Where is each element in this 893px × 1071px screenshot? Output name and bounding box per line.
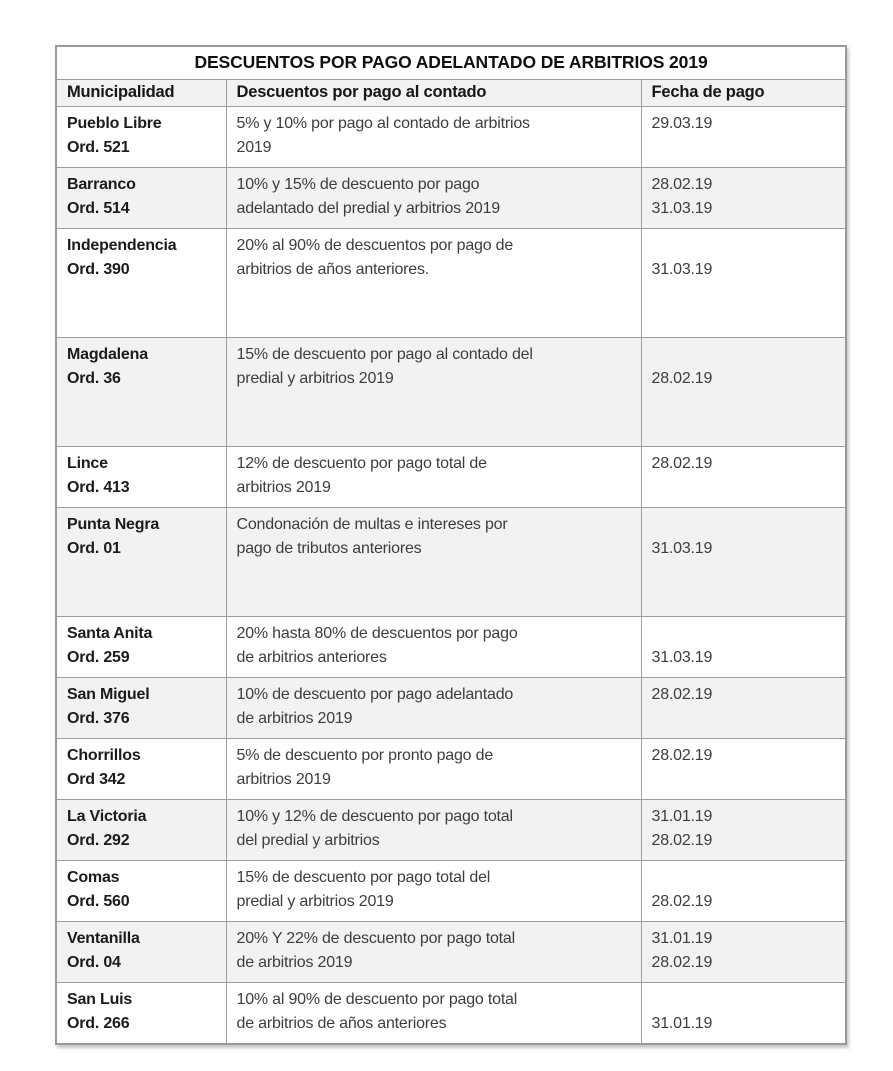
cell-fecha-line: 31.01.19 [651,1015,713,1032]
cell-descuento-line [237,306,631,330]
cell-municipalidad [56,800,226,861]
cell-fecha [641,229,846,338]
table-header-row [56,80,846,107]
cell-descuento [226,983,641,1045]
cell-municipalidad-line: Ord. 266 [67,1015,130,1032]
cell-municipalidad [56,739,226,800]
cell-descuento [226,800,641,861]
cell-municipalidad [56,447,226,508]
cell-fecha-line: 28.02.19 [651,832,713,849]
table-row [56,338,846,447]
cell-municipalidad-line: Independencia [67,237,177,254]
cell-descuento-line: predial y arbitrios 2019 [236,370,394,387]
cell-fecha-line: 28.02.19 [651,747,713,764]
cell-municipalidad-line: Ord. 259 [67,649,130,666]
cell-municipalidad-line: Magdalena [67,346,148,363]
cell-fecha [641,678,846,739]
cell-municipalidad-line: Ord. 390 [67,261,130,278]
cell-municipalidad [56,861,226,922]
cell-municipalidad [56,617,226,678]
cell-municipalidad-line: Barranco [67,176,136,193]
cell-descuento-line: 20% al 90% de descuentos por pago de [236,237,514,254]
cell-municipalidad [56,678,226,739]
cell-municipalidad-line: Ord. 376 [67,710,130,727]
table-row [56,922,846,983]
cell-fecha-line: 31.03.19 [651,261,713,278]
cell-municipalidad [56,168,226,229]
cell-municipalidad-line: La Victoria [67,808,147,825]
column-header-fecha: Fecha de pago [641,80,846,107]
cell-fecha-line [652,622,836,646]
cell-fecha-line: 31.03.19 [651,200,713,217]
table-row [56,447,846,508]
cell-descuento-line: de arbitrios 2019 [236,710,353,727]
cell-descuento [226,168,641,229]
cell-municipalidad-line: Ord. 514 [67,200,130,217]
cell-municipalidad [56,922,226,983]
cell-fecha [641,983,846,1045]
cell-descuento-line: 15% de descuento por pago total del [236,869,491,886]
cell-fecha-line: 31.03.19 [651,540,713,557]
cell-municipalidad-line: San Miguel [67,686,150,703]
cell-municipalidad-line: Ord. 01 [67,540,121,557]
cell-fecha [641,922,846,983]
cell-fecha-line: 28.02.19 [651,455,713,472]
cell-descuento-line: Condonación de multas e intereses por [236,516,508,533]
cell-municipalidad-line: Ord. 04 [67,954,121,971]
cell-descuento-line: 10% y 15% de descuento por pago [236,176,480,193]
cell-municipalidad-line: Santa Anita [67,625,153,642]
cell-fecha-line: 28.02.19 [651,954,713,971]
cell-descuento-line: de arbitrios anteriores [236,649,387,666]
cell-descuento-line: arbitrios 2019 [236,771,331,788]
cell-descuento-line: arbitrios de años anteriores. [236,261,430,278]
discounts-table [55,45,847,1045]
cell-municipalidad-line: Ord. 560 [67,893,130,910]
cell-fecha-line: 29.03.19 [651,115,713,132]
table-row [56,739,846,800]
cell-descuento-line: 10% al 90% de descuento por pago total [236,991,518,1008]
cell-descuento-line: 5% y 10% por pago al contado de arbitrios [236,115,530,132]
cell-descuento-line: 15% de descuento por pago al contado del [236,346,533,363]
cell-descuento-line: de arbitrios de años anteriores [236,1015,447,1032]
cell-descuento-line [237,391,631,415]
cell-descuento-line: 10% y 12% de descuento por pago total [236,808,513,825]
cell-municipalidad [56,107,226,168]
cell-municipalidad-line: Ord. 292 [67,832,130,849]
cell-descuento [226,922,641,983]
cell-descuento-line: 20% Y 22% de descuento por pago total [236,930,515,947]
cell-descuento-line: del predial y arbitrios [236,832,380,849]
cell-municipalidad-line: San Luis [67,991,133,1008]
table-row [56,168,846,229]
cell-municipalidad-line: Pueblo Libre [67,115,162,132]
cell-descuento-line: 20% hasta 80% de descuentos por pago [236,625,518,642]
cell-descuento-line [237,585,631,609]
cell-fecha-line: 31.01.19 [651,930,713,947]
cell-municipalidad-line: Ord 342 [67,771,126,788]
cell-fecha-line: 31.01.19 [651,808,713,825]
cell-descuento-line [237,282,631,306]
cell-municipalidad [56,338,226,447]
cell-municipalidad [56,508,226,617]
table-row [56,229,846,338]
cell-fecha [641,800,846,861]
cell-descuento-line: pago de tributos anteriores [236,540,422,557]
cell-fecha [641,447,846,508]
cell-descuento-line [237,561,631,585]
table-row [56,983,846,1045]
cell-municipalidad-line: Lince [67,455,108,472]
cell-municipalidad [56,983,226,1045]
cell-fecha-line [652,234,836,258]
cell-municipalidad-line: Punta Negra [67,516,160,533]
table-row [56,800,846,861]
cell-fecha-line: 28.02.19 [651,176,713,193]
table-row [56,861,846,922]
cell-fecha [641,739,846,800]
cell-municipalidad-line: Ord. 413 [67,479,130,496]
cell-descuento [226,107,641,168]
cell-municipalidad-line: Ord. 521 [67,139,130,156]
cell-municipalidad [56,229,226,338]
cell-fecha-line [652,988,836,1012]
cell-descuento [226,338,641,447]
column-header-municipalidad: Municipalidad [56,80,226,107]
table-body [56,107,846,1045]
cell-descuento-line: arbitrios 2019 [236,479,331,496]
cell-municipalidad-line: Chorrillos [67,747,141,764]
cell-fecha-line [652,343,836,367]
cell-descuento-line: adelantado del predial y arbitrios 2019 [236,200,500,217]
table-row [56,617,846,678]
column-header-descuentos: Descuentos por pago al contado [226,80,641,107]
cell-fecha [641,338,846,447]
cell-descuento-line: predial y arbitrios 2019 [236,893,394,910]
cell-descuento [226,617,641,678]
cell-fecha [641,107,846,168]
cell-descuento [226,739,641,800]
cell-fecha [641,617,846,678]
cell-descuento [226,447,641,508]
cell-descuento-line: 12% de descuento por pago total de [236,455,487,472]
cell-fecha-line [652,866,836,890]
table-row [56,107,846,168]
cell-fecha-line [652,513,836,537]
cell-fecha [641,508,846,617]
cell-descuento-line: 5% de descuento por pronto pago de [236,747,494,764]
cell-descuento [226,678,641,739]
table-row [56,678,846,739]
table-title-row [56,46,846,80]
discounts-table-container [55,45,847,1045]
cell-descuento [226,229,641,338]
cell-municipalidad-line: Comas [67,869,120,886]
cell-descuento-line: 10% de descuento por pago adelantado [236,686,514,703]
cell-fecha-line: 31.03.19 [651,649,713,666]
cell-descuento-line: 2019 [236,139,272,156]
cell-municipalidad-line: Ventanilla [67,930,140,947]
cell-descuento [226,861,641,922]
cell-fecha [641,861,846,922]
cell-fecha-line: 28.02.19 [651,686,713,703]
cell-municipalidad-line: Ord. 36 [67,370,121,387]
table-title: DESCUENTOS POR PAGO ADELANTADO DE ARBITRIOS 2019 [56,46,846,80]
table-row [56,508,846,617]
cell-fecha-line: 28.02.19 [651,893,713,910]
cell-descuento-line: de arbitrios 2019 [236,954,353,971]
cell-descuento-line [237,415,631,439]
cell-fecha-line: 28.02.19 [651,370,713,387]
cell-fecha [641,168,846,229]
cell-descuento [226,508,641,617]
